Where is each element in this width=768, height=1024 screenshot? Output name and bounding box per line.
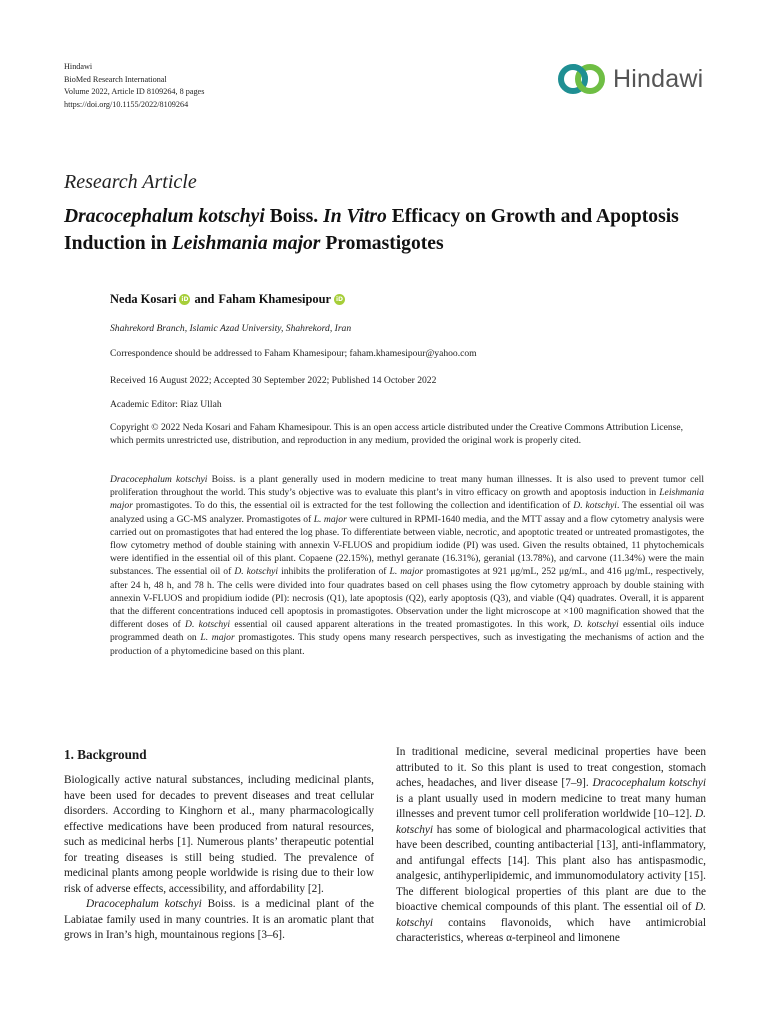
abstract-species: Dracocephalum kotschyi <box>110 474 208 485</box>
volume-line: Volume 2022, Article ID 8109264, 8 pages <box>64 87 205 97</box>
abstract-text: Boiss. is a plant generally used in modern medicine to treat many human illnesses. It is also used to prevent tumor cell proliferation throughout the world. This study’s objective was to evaluate this plant’s in vitro efficacy on growth and apoptosis induction in <box>110 474 704 499</box>
author-name[interactable]: Neda Kosari <box>110 292 177 306</box>
body-species: Dracocephalum kotschyi <box>86 898 202 910</box>
hindawi-logo-icon <box>556 63 608 95</box>
section-heading: 1. Background <box>64 747 147 762</box>
abstract-text: inhibits the proliferation of <box>278 566 390 578</box>
body-paragraph <box>396 745 706 947</box>
abstract-species: D. kotschyi <box>573 619 619 631</box>
body-paragraph <box>64 897 374 944</box>
title-text-3: Promastigotes <box>320 233 444 254</box>
publication-dates: Received 16 August 2022; Accepted 30 September 2022; Published 14 October 2022 <box>110 375 437 386</box>
abstract-text: . The essential oil was analyzed using a GC-MS analyzer. Promastigotes of <box>110 500 704 525</box>
abstract-species: L. major <box>389 566 424 578</box>
authors-line <box>110 292 349 307</box>
body-paragraph: Biologically active natural substances, including medicinal plants, have been used for decades to prevent diseases and treat cellular disorders. According to Kinghorn et al., many pharmacologically effective medications have been produced from natural resources, such as medicinal herbs [1]. Numerous plants’ therapeutic potential for treating diseases is still being studied. The prevalence of medicinal plants among people worldwide is rising due to their low risk of adverse effects, accessibility, and affordability [2]. <box>64 774 374 895</box>
body-text: is a plant usually used in modern medicine to treat many human illnesses and prevent tumor cell proliferation worldwide [10–12]. <box>396 792 706 820</box>
orcid-icon[interactable]: iD <box>181 296 189 303</box>
body-column-right <box>396 745 706 947</box>
abstract-species: D. kotschyi <box>185 619 231 631</box>
abstract <box>110 473 704 658</box>
body-species: D. kotschyi <box>396 808 706 836</box>
body-text: has some of biological and pharmacological activities that have been described, counting antibacterial [13], anti-inflammatory, and antifungal effects [14]. This plant also has antispasmodic, analgesic, antihyperlipidemic, and immunomodulatory activity [15]. The different biological properties of this plant are due to the bioactive chemical compounds of this plant. The essential oil of <box>396 823 706 913</box>
title-leishmania: Leishmania major <box>171 233 321 254</box>
abstract-text: promastigotes at 921 μg/mL, 252 μg/mL, and 416 μg/mL, respectively, after 24 h, 48 h, and 78 h. The cells were divided into four quadrates based on cell phases using the flow cytometry approach by double staining with annexin V-FLUOS and propidium iodide (PI): necrosis (Q1), late apoptosis (Q2), early apoptosis (Q3), and viable (Q4) quadrates. Overall, it is apparent that the different concentrations induced cell apoptosis in promastigotes. Observation under the light microscope at ×100 magnification showed that the different doses of <box>110 566 704 631</box>
copyright-notice: Copyright © 2022 Neda Kosari and Faham Khamesipour. This is an open access article distributed under the Creative Commons Attribution License, which permits unrestricted use, distribution, and reproduction in any medium, provided the original work is properly cited. <box>110 422 684 447</box>
journal-meta <box>64 61 204 111</box>
title-text-1: Boiss. <box>264 206 324 227</box>
body-column-left <box>64 745 374 944</box>
abstract-species: L. major <box>200 632 235 644</box>
abstract-text: essential oils induce programmed death on <box>110 619 705 644</box>
abstract-species: D. kotschyi <box>234 566 279 578</box>
affiliation: Shahrekord Branch, Islamic Azad University, Shahrekord, Iran <box>110 323 352 334</box>
hindawi-logo <box>556 62 703 96</box>
title-text-2: Efficacy on Growth and Apoptosis Induction in <box>64 206 679 254</box>
abstract-text: were cultured in RPMI-1640 media, and the MTT assay and a flow cytometry analysis were carried out on promastigotes that had entered the log phase. To differentiate between viable, necrotic, and apoptotic treated or untreated promastigotes, the flow cytometry method of double staining with annexin V-FLUOS and propidium iodide (PI) was used. Given the results obtained, 11 phytochemicals were identified in the essential oil of this plant. Copaene (22.15%), methyl geranate (16.31%), geranial (13.78%), and carvone (11.34%) were the main substances. The essential oil of <box>110 513 705 578</box>
correspondence: Correspondence should be addressed to Faham Khamesipour; faham.khamesipour@yahoo.com <box>110 348 477 359</box>
title-species: Dracocephalum kotschyi <box>64 206 265 227</box>
title-in-vitro: In Vitro <box>323 206 387 227</box>
article-title <box>64 203 724 257</box>
abstract-species: L. major <box>313 513 347 525</box>
author-name[interactable]: Faham Khamesipour <box>218 292 331 306</box>
body-text: Boiss. is a medicinal plant of the Labiatae family used in many countries. It is an aromatic plant that grows in Iran’s high, mountainous regions [3–6]. <box>64 898 374 941</box>
abstract-text: promastigotes. To do this, the essential oil is extracted for the test following the collection and identification of <box>132 500 574 512</box>
academic-editor: Academic Editor: Riaz Ullah <box>110 399 222 410</box>
abstract-text: essential oil caused apparent alterations in the treated promastigotes. In this work, <box>230 619 574 631</box>
abstract-text: promastigotes. This study opens many research perspectives, such as investigating the mechanisms of action and the production of a phytomedicine based on this plant. <box>110 632 704 657</box>
abstract-species: Leishmania major <box>110 487 704 512</box>
journal-name: BioMed Research International <box>64 74 167 84</box>
body-text: In traditional medicine, several medicinal properties have been attributed to it. So this plant is used to treat congestion, stomach aches, headaches, and liver disease [7–9]. <box>396 746 706 789</box>
doi-link[interactable]: https://doi.org/10.1155/2022/8109264 <box>64 99 189 109</box>
author-joiner: and <box>194 292 215 306</box>
body-species: D. kotschyi <box>396 901 706 929</box>
body-species: Dracocephalum kotschyi <box>592 777 706 789</box>
hindawi-logo-text: Hindawi <box>613 64 704 93</box>
body-text: contains flavonoids, which have antimicrobial characteristics, whereas α-terpineol and limonene <box>396 916 706 944</box>
publisher-name: Hindawi <box>64 62 93 71</box>
orcid-icon[interactable]: iD <box>335 296 343 303</box>
article-type: Research Article <box>64 171 197 193</box>
abstract-species: D. kotschyi <box>573 500 617 512</box>
